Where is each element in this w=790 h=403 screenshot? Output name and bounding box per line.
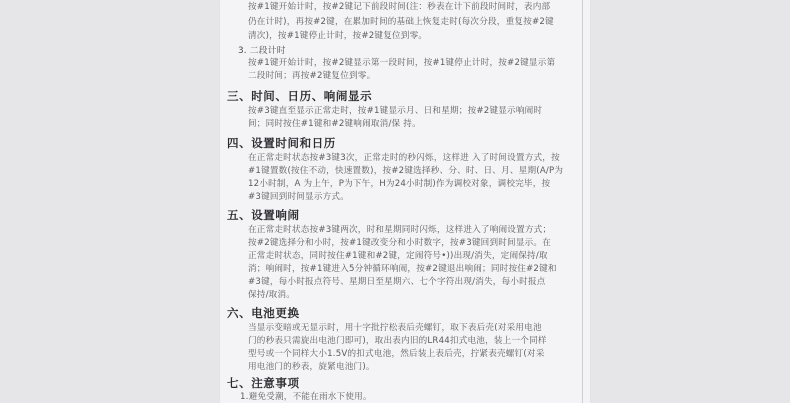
text-line: 按#1键开始计时，按#2键显示第一段时间，按#1键停止计时，按#2键显示第: [248, 58, 556, 68]
text-line: 12小时制，A 为上午，P为下午，H为24小时制)作为调校对象，调校完毕，按: [248, 179, 551, 189]
section-heading-set-time: 四、设置时间和日历: [227, 136, 336, 150]
text-line: #1键置数(按住不动，快速置数)，按#2键选择秒、分、时、日、月、星期(A/P为: [248, 166, 564, 176]
text-line: 门的秒表只需旋出电池门即可)，取出表内旧的LR44扣式电池，装上一个同样: [248, 336, 547, 346]
text-line: 在正常走时状态按#3键3次，正常走时的秒闪烁，这样进 入了时间设置方式，按: [248, 153, 560, 163]
text-line: 按#3键直至显示正常走时，按#1键显示月、日和星期；按#2键显示响闹时: [248, 106, 543, 116]
text-line: 型号或一个同样大小1.5V的扣式电池，然后装上表后壳，拧紧表壳螺钉(对采: [248, 349, 545, 359]
text-line: 仍在计时)，再按#2键，在累加时间的基础上恢复走时(每次分段，重复按#2键: [248, 17, 554, 27]
text-line: 正常走时状态，同时按住#1键和#2键，定闹符号•))出现/消失，定闹保持/取: [248, 251, 548, 261]
text-line: 消；响闹时，按#1键进入5分钟循环响闹，按#2键退出响闹；同时按住#2键和: [248, 264, 557, 274]
text-line: 清次)，按#1键停止计时，按#2键复位到零。: [248, 31, 428, 41]
section-heading-battery: 六、电池更换: [227, 306, 300, 320]
text-line: 按#1键开始计时，按#2键记下前段时间(注：秒表在计下前段时间时，表内部: [248, 2, 551, 12]
text-line: 用电池门的秒表，旋紧电池门)。: [248, 362, 375, 372]
text-line: #3键回到时间显示方式。: [248, 192, 350, 202]
text-line: 保持/取消。: [248, 290, 296, 300]
text-line: #3键，每小时报点符号、星期日至星期六、七个字符出现/消失，每小时报点: [248, 277, 546, 287]
text-line: 间；同时按住#1键和#2键响闹取消/保 持。: [248, 119, 421, 129]
sheet-edge: [582, 0, 583, 403]
text-line: 在正常走时状态按#3键两次，时和星期同时闪烁，这样进入了响闹设置方式；: [248, 225, 552, 235]
section-heading-display: 三、时间、日历、响闹显示: [227, 89, 373, 103]
text-line: 按#2键选择分和小时，按#1键改变分和小时数字，按#3键回到时间显示。在: [248, 238, 552, 248]
text-line: 1.避免受潮，不能在雨水下使用。: [240, 392, 372, 402]
text-line: 二段时间；再按#2键复位到零。: [248, 71, 376, 81]
text-line: 当显示变暗或无显示时，用十字批拧松表后壳螺钉，取下表后壳(对采用电池: [248, 323, 542, 333]
subheading-split-timing: 3. 二段计时: [238, 46, 286, 56]
section-heading-set-alarm: 五、设置响闹: [227, 208, 300, 222]
section-heading-notes: 七、注意事项: [227, 376, 300, 390]
